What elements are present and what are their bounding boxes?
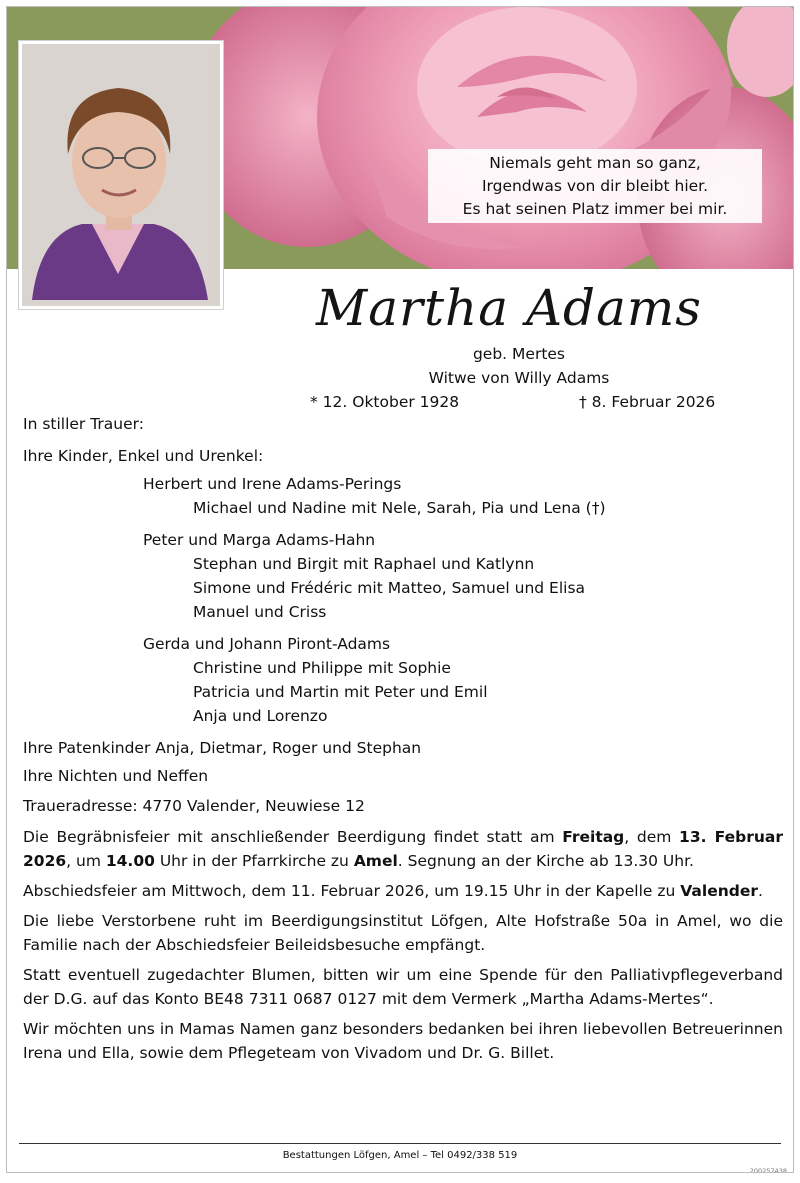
family-head: Gerda und Johann Piront-Adams	[143, 635, 391, 653]
intro-text: In stiller Trauer:	[23, 415, 144, 433]
death-date: † 8. Februar 2026	[579, 393, 716, 411]
portrait-photo	[19, 41, 223, 309]
family-head: Herbert und Irene Adams-Perings	[143, 475, 402, 493]
funeral-place: Amel	[353, 852, 398, 870]
family-member: Manuel und Criss	[193, 603, 327, 621]
family-member: Anja und Lorenzo	[193, 707, 328, 725]
quote-line-3: Es hat seinen Platz immer bei mir.	[462, 200, 728, 218]
farewell-paragraph	[23, 879, 783, 903]
rest-paragraph: Die liebe Verstorbene ruht im Beerdigungsinstitut Löfgen, Alte Hofstraße 50a in Amel, wo die Familie nach der Abschiedsfeier Beileidsbesuche empfängt.	[23, 912, 783, 954]
godchildren-line: Ihre Patenkinder Anja, Dietmar, Roger und Stephan	[23, 739, 422, 757]
farewell-text: .	[758, 882, 763, 900]
farewell-place: Valender	[680, 882, 759, 900]
funeral-time: 14.00	[105, 852, 155, 870]
details-section	[23, 825, 783, 1065]
family-member: Patricia und Martin mit Peter und Emil	[193, 683, 488, 701]
thanks-paragraph: Wir möchten uns in Mamas Namen ganz besonders bedanken bei ihren liebevollen Betreuerinnen Irena und Ella, sowie dem Pflegeteam von Vivadom und Dr. G. Billet.	[23, 1020, 783, 1062]
mourners-list	[23, 412, 783, 818]
family-member: Simone und Frédéric mit Matteo, Samuel und Elisa	[193, 579, 586, 597]
funeral-date: 13. Februar 2026	[23, 828, 783, 870]
family-member: Stephan und Birgit mit Raphael und Katlynn	[193, 555, 535, 573]
footer-divider	[19, 1143, 781, 1144]
funeral-text: , um	[66, 852, 106, 870]
funeral-paragraph	[23, 825, 783, 873]
quote-line-2: Irgendwas von dir bleibt hier.	[481, 177, 709, 195]
family-member: Michael und Nadine mit Nele, Sarah, Pia und Lena (†)	[193, 499, 606, 517]
footer-text: Bestattungen Löfgen, Amel – Tel 0492/338 519	[282, 1150, 518, 1161]
family-head: Peter und Marga Adams-Hahn	[143, 531, 376, 549]
farewell-text: Abschiedsfeier am Mittwoch, dem 11. Februar 2026, um 19.15 Uhr in der Kapelle zu	[23, 882, 681, 900]
family-member: Christine und Philippe mit Sophie	[193, 659, 451, 677]
quote-box	[428, 149, 762, 223]
widow-of: Witwe von Willy Adams	[428, 369, 610, 387]
born-name: geb. Mertes	[472, 345, 566, 363]
obituary-notice	[6, 6, 794, 1173]
birth-date: * 12. Oktober 1928	[310, 393, 460, 411]
reference-code: 200257438	[749, 1167, 787, 1173]
funeral-text: . Segnung an der Kirche ab 13.30 Uhr.	[397, 852, 694, 870]
deceased-name: Martha Adams	[316, 279, 702, 337]
nieces-line: Ihre Nichten und Neffen	[23, 767, 209, 785]
mourning-address: Traueradresse: 4770 Valender, Neuwiese 12	[23, 797, 365, 815]
funeral-text: Uhr in der Pfarrkirche zu	[154, 852, 354, 870]
funeral-day: Freitag	[562, 828, 625, 846]
funeral-text: , dem	[624, 828, 680, 846]
donation-paragraph: Statt eventuell zugedachter Blumen, bitten wir um eine Spende für den Palliativpflegeverband der D.G. auf das Konto BE48 7311 0687 0127 mit dem Vermerk „Martha Adams-Mertes“.	[23, 966, 783, 1008]
quote-line-1: Niemals geht man so ganz,	[489, 154, 701, 172]
funeral-text: Die Begräbnisfeier mit anschließender Beerdigung findet statt am	[23, 828, 563, 846]
portrait-image	[22, 44, 214, 300]
children-heading: Ihre Kinder, Enkel und Urenkel:	[23, 447, 264, 465]
